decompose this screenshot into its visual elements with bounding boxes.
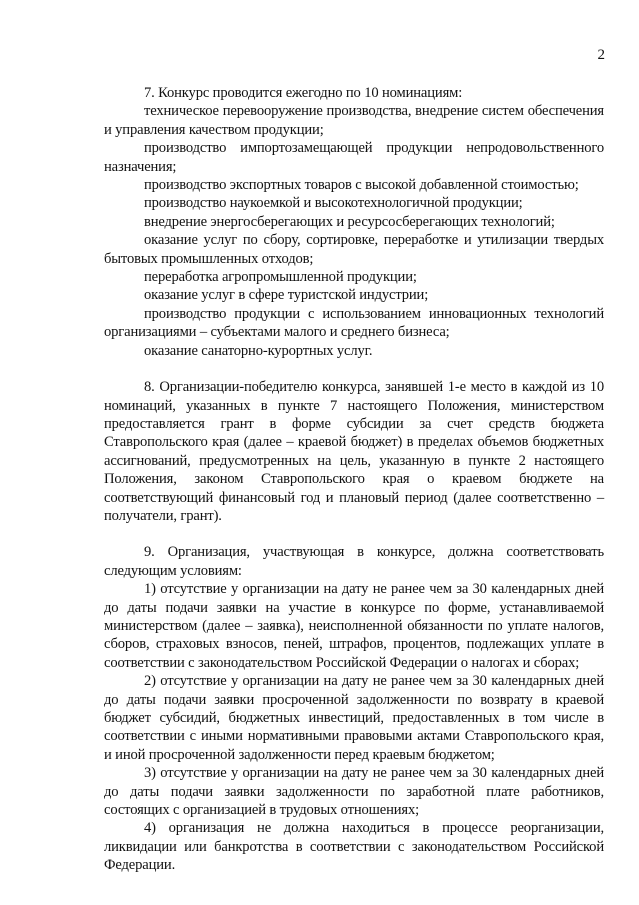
nomination-item: производство экспортных товаров с высокой добавленной стоимостью; — [144, 177, 579, 194]
page-number: 2 — [597, 47, 605, 63]
section-8-text: 8. Организации-победителю конкурса, занявшей 1-е место в каждой из 10 номинаций, указанных в пункте 7 настоящего Положения, министерством предоставляется грант в форме субсидии за счет средств бюджета Ставропольского края (далее – краевой бюджет) в пределах объемов бюджетных ассигнований, предусмотренных на цель, указанную в пункте 2 настоящего Положения, законом Ставропольского края о краевом бюджете на соответствующий финансовый год и плановый период (далее соответственно – получатели, грант). — [104, 379, 604, 524]
nomination-item: оказание услуг по сбору, сортировке, переработке и утилизации твердых бытовых промышленных отходов; — [104, 232, 604, 267]
nomination-item: производство продукции с использованием инновационных технологий организациями – субъектами малого и среднего бизнеса; — [104, 305, 604, 341]
section-7-intro: 7. Конкурс проводится ежегодно по 10 номинациям: — [144, 85, 463, 101]
nomination-item: внедрение энергосберегающих и ресурсосберегающих технологий; — [144, 213, 555, 230]
nomination-item: производство наукоемкой и высокотехнологичной продукции; — [144, 195, 523, 212]
nomination-item: оказание услуг в сфере туристской индустрии; — [144, 287, 429, 304]
paragraph-gap — [104, 525, 604, 543]
condition-item: 3) отсутствие у организации на дату не ранее чем за 30 календарных дней до даты подачи заявки задолженности по заработной плате работников, состоящих с организацией в трудовых отношениях; — [104, 765, 604, 819]
paragraph-gap — [104, 360, 604, 378]
nomination-item: переработка агропромышленной продукции; — [144, 269, 417, 286]
document-body — [104, 84, 604, 875]
nomination-item: техническое перевооружение производства, внедрение систем обеспечения и управления качеством продукции; — [104, 103, 604, 138]
nomination-item: производство импортозамещающей продукции непродовольственного назначения; — [104, 140, 604, 175]
nomination-item: оказание санаторно-курортных услуг. — [144, 342, 373, 359]
section-9-intro: 9. Организация, участвующая в конкурсе, должна соответствовать следующим условиям: — [104, 544, 604, 579]
condition-item: 1) отсутствие у организации на дату не ранее чем за 30 календарных дней до даты подачи заявки на участие в конкурсе по форме, устанавливаемой министерством (далее – заявка), неисполненной обязанности по уплате налогов, сборов, страховых взносов, пеней, штрафов, процентов, подлежащих уплате в соответствии с законодательством Российской Федерации о налогах и сборах; — [104, 581, 604, 671]
condition-item: 4) организация не должна находиться в процессе реорганизации, ликвидации или банкротства в соответствии с законодательством Российской Федерации. — [104, 820, 604, 874]
condition-item: 2) отсутствие у организации на дату не ранее чем за 30 календарных дней до даты подачи заявки просроченной задолженности по возврату в краевой бюджет субсидий, бюджетных инвестиций, предоставленных в том числе в соответствии с иными нормативными правовыми актами Ставропольского края, и иной просроченной задолженности перед краевым бюджетом; — [104, 673, 604, 763]
